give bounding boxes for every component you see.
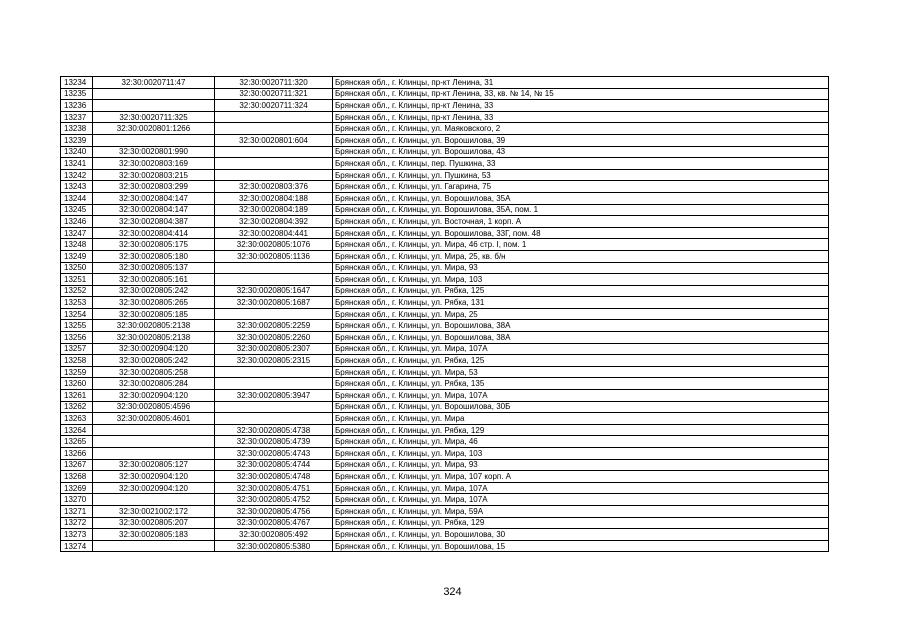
row-number-cell: 13240 — [61, 146, 93, 158]
land-cadastral-number-cell — [93, 436, 215, 448]
table-row — [61, 123, 829, 135]
address-cell: Брянская обл., г. Клинцы, ул. Ворошилова, 38А — [333, 332, 829, 344]
building-cadastral-number-cell — [215, 413, 333, 425]
table-row — [61, 390, 829, 402]
land-cadastral-number-cell — [93, 88, 215, 100]
land-cadastral-number-cell: 32:30:0020805:242 — [93, 355, 215, 367]
address-cell: Брянская обл., г. Клинцы, пр-кт Ленина, 31 — [333, 77, 829, 89]
table-row — [61, 239, 829, 251]
row-number-cell: 13266 — [61, 448, 93, 460]
land-cadastral-number-cell: 32:30:0020805:4596 — [93, 401, 215, 413]
table-row — [61, 413, 829, 425]
building-cadastral-number-cell: 32:30:0020805:4751 — [215, 482, 333, 494]
building-cadastral-number-cell: 32:30:0020805:4739 — [215, 436, 333, 448]
row-number-cell: 13253 — [61, 297, 93, 309]
address-cell: Брянская обл., г. Клинцы, ул. Мира, 59А — [333, 505, 829, 517]
table-row — [61, 540, 829, 552]
address-cell: Брянская обл., г. Клинцы, ул. Мира, 93 — [333, 459, 829, 471]
row-number-cell: 13260 — [61, 378, 93, 390]
row-number-cell: 13272 — [61, 517, 93, 529]
address-cell: Брянская обл., г. Клинцы, ул. Восточная, 1 корп. А — [333, 216, 829, 228]
address-cell: Брянская обл., г. Клинцы, ул. Мира, 107А — [333, 482, 829, 494]
table-row — [61, 401, 829, 413]
address-cell: Брянская обл., г. Клинцы, пр-кт Ленина, 33, кв. № 14, № 15 — [333, 88, 829, 100]
address-cell: Брянская обл., г. Клинцы, ул. Гагарина, 75 — [333, 181, 829, 193]
table-row — [61, 262, 829, 274]
building-cadastral-number-cell: 32:30:0020805:1136 — [215, 250, 333, 262]
building-cadastral-number-cell — [215, 169, 333, 181]
table-row — [61, 308, 829, 320]
table-row — [61, 378, 829, 390]
address-cell: Брянская обл., г. Клинцы, пр-кт Ленина, 33 — [333, 111, 829, 123]
land-cadastral-number-cell: 32:30:0020803:299 — [93, 181, 215, 193]
address-cell: Брянская обл., г. Клинцы, ул. Мира, 103 — [333, 448, 829, 460]
land-cadastral-number-cell: 32:30:0020904:120 — [93, 390, 215, 402]
address-cell: Брянская обл., г. Клинцы, ул. Мира, 25, кв. б/н — [333, 250, 829, 262]
row-number-cell: 13258 — [61, 355, 93, 367]
building-cadastral-number-cell — [215, 262, 333, 274]
address-cell: Брянская обл., г. Клинцы, ул. Мира, 103 — [333, 274, 829, 286]
building-cadastral-number-cell: 32:30:0020805:5380 — [215, 540, 333, 552]
building-cadastral-number-cell: 32:30:0020805:2315 — [215, 355, 333, 367]
land-cadastral-number-cell: 32:30:0020801:990 — [93, 146, 215, 158]
building-cadastral-number-cell — [215, 123, 333, 135]
row-number-cell: 13274 — [61, 540, 93, 552]
building-cadastral-number-cell: 32:30:0020711:320 — [215, 77, 333, 89]
row-number-cell: 13259 — [61, 366, 93, 378]
land-cadastral-number-cell: 32:30:0020804:387 — [93, 216, 215, 228]
land-cadastral-number-cell: 32:30:0020805:4601 — [93, 413, 215, 425]
row-number-cell: 13249 — [61, 250, 93, 262]
land-cadastral-number-cell — [93, 424, 215, 436]
building-cadastral-number-cell: 32:30:0020805:4748 — [215, 471, 333, 483]
land-cadastral-number-cell: 32:30:0020805:284 — [93, 378, 215, 390]
table-row — [61, 355, 829, 367]
address-cell: Брянская обл., г. Клинцы, ул. Рябка, 135 — [333, 378, 829, 390]
building-cadastral-number-cell — [215, 401, 333, 413]
row-number-cell: 13238 — [61, 123, 93, 135]
address-cell: Брянская обл., г. Клинцы, ул. Рябка, 125 — [333, 355, 829, 367]
land-cadastral-number-cell: 32:30:0020805:161 — [93, 274, 215, 286]
row-number-cell: 13236 — [61, 100, 93, 112]
building-cadastral-number-cell: 32:30:0020803:376 — [215, 181, 333, 193]
table-row — [61, 436, 829, 448]
land-cadastral-number-cell: 32:30:0020904:120 — [93, 482, 215, 494]
row-number-cell: 13263 — [61, 413, 93, 425]
row-number-cell: 13269 — [61, 482, 93, 494]
building-cadastral-number-cell: 32:30:0020801:604 — [215, 134, 333, 146]
land-cadastral-number-cell: 32:30:0020805:185 — [93, 308, 215, 320]
address-cell: Брянская обл., г. Клинцы, ул. Ворошилова, 38А — [333, 320, 829, 332]
land-cadastral-number-cell: 32:30:0020801:1266 — [93, 123, 215, 135]
land-cadastral-number-cell: 32:30:0020805:207 — [93, 517, 215, 529]
table-row — [61, 192, 829, 204]
building-cadastral-number-cell: 32:30:0020805:4738 — [215, 424, 333, 436]
land-cadastral-number-cell: 32:30:0020711:325 — [93, 111, 215, 123]
building-cadastral-number-cell: 32:30:0020804:441 — [215, 227, 333, 239]
building-cadastral-number-cell: 32:30:0020804:188 — [215, 192, 333, 204]
row-number-cell: 13268 — [61, 471, 93, 483]
row-number-cell: 13255 — [61, 320, 93, 332]
table-body — [61, 77, 829, 552]
table-row — [61, 88, 829, 100]
land-cadastral-number-cell — [93, 100, 215, 112]
building-cadastral-number-cell: 32:30:0020805:4743 — [215, 448, 333, 460]
building-cadastral-number-cell: 32:30:0020711:324 — [215, 100, 333, 112]
table-row — [61, 169, 829, 181]
table-row — [61, 320, 829, 332]
row-number-cell: 13243 — [61, 181, 93, 193]
row-number-cell: 13242 — [61, 169, 93, 181]
address-cell: Брянская обл., г. Клинцы, ул. Мира, 46 стр. I, пом. 1 — [333, 239, 829, 251]
address-cell: Брянская обл., г. Клинцы, ул. Ворошилова, 30Б — [333, 401, 829, 413]
address-cell: Брянская обл., г. Клинцы, пр-кт Ленина, 33 — [333, 100, 829, 112]
page-number: 324 — [443, 586, 462, 598]
building-cadastral-number-cell: 32:30:0020805:1687 — [215, 297, 333, 309]
building-cadastral-number-cell: 32:30:0020805:2307 — [215, 343, 333, 355]
table-row — [61, 332, 829, 344]
land-cadastral-number-cell: 32:30:0020904:120 — [93, 343, 215, 355]
land-cadastral-number-cell: 32:30:0021002:172 — [93, 505, 215, 517]
row-number-cell: 13270 — [61, 494, 93, 506]
address-cell: Брянская обл., г. Клинцы, ул. Пушкина, 53 — [333, 169, 829, 181]
address-cell: Брянская обл., г. Клинцы, ул. Мира, 93 — [333, 262, 829, 274]
row-number-cell: 13271 — [61, 505, 93, 517]
row-number-cell: 13264 — [61, 424, 93, 436]
land-cadastral-number-cell: 32:30:0020805:265 — [93, 297, 215, 309]
table-row — [61, 216, 829, 228]
building-cadastral-number-cell — [215, 366, 333, 378]
registry-table — [60, 76, 829, 552]
address-cell: Брянская обл., г. Клинцы, ул. Мира, 53 — [333, 366, 829, 378]
row-number-cell: 13247 — [61, 227, 93, 239]
address-cell: Брянская обл., г. Клинцы, ул. Ворошилова, 35А — [333, 192, 829, 204]
table-row — [61, 111, 829, 123]
building-cadastral-number-cell: 32:30:0020805:2260 — [215, 332, 333, 344]
table-row — [61, 494, 829, 506]
land-cadastral-number-cell: 32:30:0020803:169 — [93, 158, 215, 170]
row-number-cell: 13234 — [61, 77, 93, 89]
table-row — [61, 181, 829, 193]
table-row — [61, 250, 829, 262]
table-row — [61, 529, 829, 541]
address-cell: Брянская обл., г. Клинцы, ул. Рябка, 129 — [333, 424, 829, 436]
building-cadastral-number-cell: 32:30:0020804:392 — [215, 216, 333, 228]
row-number-cell: 13246 — [61, 216, 93, 228]
building-cadastral-number-cell: 32:30:0020805:2259 — [215, 320, 333, 332]
land-cadastral-number-cell: 32:30:0020805:258 — [93, 366, 215, 378]
row-number-cell: 13273 — [61, 529, 93, 541]
table-row — [61, 274, 829, 286]
building-cadastral-number-cell: 32:30:0020805:4752 — [215, 494, 333, 506]
land-cadastral-number-cell: 32:30:0020711:47 — [93, 77, 215, 89]
row-number-cell: 13248 — [61, 239, 93, 251]
address-cell: Брянская обл., г. Клинцы, ул. Рябка, 129 — [333, 517, 829, 529]
table-row — [61, 77, 829, 89]
building-cadastral-number-cell: 32:30:0020805:3947 — [215, 390, 333, 402]
address-cell: Брянская обл., г. Клинцы, ул. Рябка, 131 — [333, 297, 829, 309]
row-number-cell: 13241 — [61, 158, 93, 170]
land-cadastral-number-cell: 32:30:0020805:137 — [93, 262, 215, 274]
land-cadastral-number-cell — [93, 448, 215, 460]
table-row — [61, 459, 829, 471]
address-cell: Брянская обл., г. Клинцы, ул. Ворошилова, 30 — [333, 529, 829, 541]
address-cell: Брянская обл., г. Клинцы, ул. Мира, 46 — [333, 436, 829, 448]
row-number-cell: 13256 — [61, 332, 93, 344]
address-cell: Брянская обл., г. Клинцы, ул. Ворошилова, 33Г, пом. 48 — [333, 227, 829, 239]
table-row — [61, 204, 829, 216]
table-row — [61, 343, 829, 355]
land-cadastral-number-cell: 32:30:0020805:180 — [93, 250, 215, 262]
table-row — [61, 424, 829, 436]
land-cadastral-number-cell: 32:30:0020804:147 — [93, 204, 215, 216]
building-cadastral-number-cell: 32:30:0020804:189 — [215, 204, 333, 216]
building-cadastral-number-cell — [215, 111, 333, 123]
row-number-cell: 13250 — [61, 262, 93, 274]
row-number-cell: 13251 — [61, 274, 93, 286]
row-number-cell: 13237 — [61, 111, 93, 123]
building-cadastral-number-cell: 32:30:0020805:4756 — [215, 505, 333, 517]
row-number-cell: 13262 — [61, 401, 93, 413]
building-cadastral-number-cell — [215, 274, 333, 286]
land-cadastral-number-cell: 32:30:0020805:2138 — [93, 332, 215, 344]
building-cadastral-number-cell: 32:30:0020711:321 — [215, 88, 333, 100]
building-cadastral-number-cell: 32:30:0020805:1076 — [215, 239, 333, 251]
address-cell: Брянская обл., г. Клинцы, пер. Пушкина, 33 — [333, 158, 829, 170]
table-row — [61, 297, 829, 309]
building-cadastral-number-cell: 32:30:0020805:492 — [215, 529, 333, 541]
row-number-cell: 13235 — [61, 88, 93, 100]
table-row — [61, 146, 829, 158]
address-cell: Брянская обл., г. Клинцы, ул. Мира, 107 корп. А — [333, 471, 829, 483]
building-cadastral-number-cell — [215, 308, 333, 320]
table-row — [61, 471, 829, 483]
row-number-cell: 13252 — [61, 285, 93, 297]
table-row — [61, 134, 829, 146]
row-number-cell: 13265 — [61, 436, 93, 448]
table-row — [61, 158, 829, 170]
land-cadastral-number-cell: 32:30:0020805:175 — [93, 239, 215, 251]
land-cadastral-number-cell: 32:30:0020805:242 — [93, 285, 215, 297]
row-number-cell: 13254 — [61, 308, 93, 320]
table-row — [61, 505, 829, 517]
land-cadastral-number-cell: 32:30:0020803:215 — [93, 169, 215, 181]
address-cell: Брянская обл., г. Клинцы, ул. Рябка, 125 — [333, 285, 829, 297]
building-cadastral-number-cell — [215, 146, 333, 158]
building-cadastral-number-cell: 32:30:0020805:4744 — [215, 459, 333, 471]
address-cell: Брянская обл., г. Клинцы, ул. Ворошилова, 43 — [333, 146, 829, 158]
row-number-cell: 13257 — [61, 343, 93, 355]
row-number-cell: 13261 — [61, 390, 93, 402]
address-cell: Брянская обл., г. Клинцы, ул. Мира, 107А — [333, 343, 829, 355]
row-number-cell: 13267 — [61, 459, 93, 471]
building-cadastral-number-cell — [215, 378, 333, 390]
address-cell: Брянская обл., г. Клинцы, ул. Ворошилова, 39 — [333, 134, 829, 146]
address-cell: Брянская обл., г. Клинцы, ул. Мира — [333, 413, 829, 425]
table-row — [61, 366, 829, 378]
building-cadastral-number-cell: 32:30:0020805:4767 — [215, 517, 333, 529]
table-row — [61, 100, 829, 112]
building-cadastral-number-cell — [215, 158, 333, 170]
table-row — [61, 227, 829, 239]
land-cadastral-number-cell: 32:30:0020805:183 — [93, 529, 215, 541]
building-cadastral-number-cell: 32:30:0020805:1647 — [215, 285, 333, 297]
row-number-cell: 13245 — [61, 204, 93, 216]
land-cadastral-number-cell: 32:30:0020904:120 — [93, 471, 215, 483]
address-cell: Брянская обл., г. Клинцы, ул. Маяковского, 2 — [333, 123, 829, 135]
address-cell: Брянская обл., г. Клинцы, ул. Мира, 25 — [333, 308, 829, 320]
land-cadastral-number-cell: 32:30:0020805:127 — [93, 459, 215, 471]
row-number-cell: 13239 — [61, 134, 93, 146]
land-cadastral-number-cell: 32:30:0020804:147 — [93, 192, 215, 204]
land-cadastral-number-cell — [93, 134, 215, 146]
address-cell: Брянская обл., г. Клинцы, ул. Ворошилова, 15 — [333, 540, 829, 552]
table-row — [61, 517, 829, 529]
table-row — [61, 482, 829, 494]
land-cadastral-number-cell: 32:30:0020805:2138 — [93, 320, 215, 332]
address-cell: Брянская обл., г. Клинцы, ул. Ворошилова, 35А, пом. 1 — [333, 204, 829, 216]
land-cadastral-number-cell: 32:30:0020804:414 — [93, 227, 215, 239]
address-cell: Брянская обл., г. Клинцы, ул. Мира, 107А — [333, 494, 829, 506]
table-row — [61, 448, 829, 460]
table-row — [61, 285, 829, 297]
land-cadastral-number-cell — [93, 540, 215, 552]
address-cell: Брянская обл., г. Клинцы, ул. Мира, 107А — [333, 390, 829, 402]
row-number-cell: 13244 — [61, 192, 93, 204]
land-cadastral-number-cell — [93, 494, 215, 506]
